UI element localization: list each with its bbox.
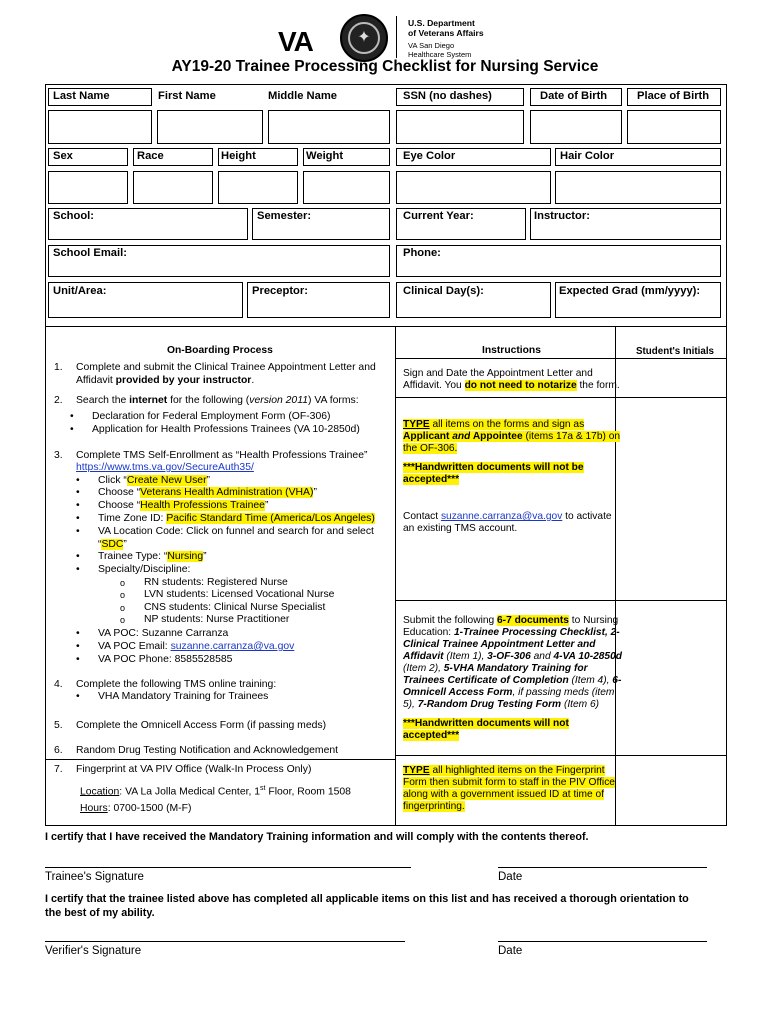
logo-divider [396,16,397,58]
weight-field[interactable] [303,171,390,204]
instructor-label: Instructor: [534,210,590,222]
expected-grad-label: Expected Grad (mm/yyyy): [559,285,701,297]
sex-field[interactable] [48,171,128,204]
step-3-bullet-specialty: • Specialty/Discipline: [98,564,190,577]
school-label: School: [53,210,95,222]
current-year-label: Current Year: [403,210,474,222]
instruction-6: ***Handwritten documents will not accepted*** [403,718,569,741]
last-name-field[interactable] [48,110,152,144]
specialty-np: o NP students: Nurse Practitioner [144,614,289,627]
step-6-text: Random Drug Testing Notification and Acknowledgement [76,745,339,756]
department-name: U.S. Department of Veterans Affairs [408,18,484,38]
step-7-text: Fingerprint at VA PIV Office (Walk-In Process Only) [76,764,312,775]
step-2-bullet-2: • Application for Health Professions Trainees (VA 10-2850d) [92,424,360,437]
trainee-date-label: Date [498,871,523,883]
step-3-number: 3. [54,450,63,461]
verifier-certification: I certify that the trainee listed above has completed all applicable items on this list and has received a thorough orientation to the best of my ability. [45,893,689,919]
semester-label: Semester: [257,210,312,222]
school-email-label: School Email: [53,247,127,259]
step-7-number: 7. [54,764,63,775]
step-3-bullet-timezone: • Time Zone ID: Pacific Standard Time (America/Los Angeles) [98,513,375,526]
instruction-3: ***Handwritten documents will not be accepted*** [403,462,584,485]
phone-field[interactable] [396,245,721,277]
last-name-label: Last Name [53,90,110,102]
instruction-1: Sign and Date the Appointment Letter and Affidavit. You do not need to notarize the form. [403,368,620,391]
initials-field-1[interactable] [618,360,724,396]
step-5-text: Complete the Omnicell Access Form (if passing meds) [76,720,327,731]
instruction-7: TYPE all highlighted items on the Fingerprint Form then submit form to staff in the PIV Office along with a government issued ID at time of fingerprinting. [403,765,615,812]
pob-field[interactable] [627,110,721,144]
page-title: AY19-20 Trainee Processing Checklist for Nursing Service [171,58,599,75]
instr-rule-2 [395,397,727,398]
instr-rule-1 [395,358,727,359]
clinical-days-label: Clinical Day(s): [403,285,484,297]
step-3-bullet-create-user: • Click “Create New User” [98,475,210,488]
ssn-field[interactable] [396,110,524,144]
trainee-certification: I certify that I have received the Mandatory Training information and will comply with the contents thereof. [45,831,589,843]
step-5-number: 5. [54,720,63,731]
dob-field[interactable] [530,110,622,144]
step-3-bullet-poc-phone: • VA POC Phone: 8585528585 [98,654,232,667]
specialty-rn: o RN students: Registered Nurse [144,577,288,590]
trainee-date-line[interactable] [498,867,707,868]
contact-email-link[interactable]: suzanne.carranza@va.gov [440,511,563,522]
step-3-bullet-trainee-type: • Trainee Type: “Nursing” [98,551,207,564]
step-3-bullet-location: • VA Location Code: Click on funnel and search for and select “SDC” [98,526,374,551]
verifier-signature-label: Verifier's Signature [45,945,142,957]
middle-name-label: Middle Name [268,90,338,102]
poc-email-link[interactable]: suzanne.carranza@va.gov [170,641,295,652]
first-name-field[interactable] [157,110,263,144]
trainee-signature-label: Trainee's Signature [45,871,144,883]
instr-rule-4 [395,755,727,756]
preceptor-label: Preceptor: [252,285,308,297]
healthcare-system-name: VA San Diego Healthcare System [408,41,472,59]
step-2-text: Search the internet for the following (version 2011) VA forms: [76,395,359,406]
step-7-location: Location: VA La Jolla Medical Center, 1st Floor, Room 1508 [80,785,351,798]
tms-link[interactable]: https://www.tms.va.gov/SecureAuth35/ [76,462,254,473]
unit-area-label: Unit/Area: [53,285,107,297]
step-2-number: 2. [54,395,63,406]
eye-color-field[interactable] [396,171,551,204]
instruction-2: TYPE all items on the forms and sign as Applicant and Appointee (items 17a & 17b) on the OF-306. [403,419,621,454]
pob-label: Place of Birth [637,90,710,102]
phone-label: Phone: [403,247,441,259]
col-initials-header: Student's Initials [636,346,714,357]
table-divider-2 [615,326,616,826]
trainee-signature-line[interactable] [45,867,411,868]
weight-label: Weight [306,150,344,162]
table-divider-1 [395,326,396,826]
step-4-number: 4. [54,679,63,690]
instruction-5: Submit the following 6-7 documents to Nursing Education: 1-Trainee Processing Checklist, 2- Clinical Trainee Appointment Letter and Affidavit (Item 1), 3-OF-306 and 4-VA 10-2850d (Item 2), 5-VHA Mandatory Training for Trainees Certificate of Completion (Item 4), 6- Omnicell Access Form, if passing meds (item 5), 7-Random Drug Testing Form (Item 6) [403,615,622,710]
instruction-4: Contact suzanne.carranza@va.gov to activate an existing TMS account. [403,511,612,534]
race-field[interactable] [133,171,213,204]
step-1-number: 1. [54,362,63,373]
height-field[interactable] [218,171,298,204]
va-logo-text: VA [278,26,313,57]
step-4-bullet-1: • VHA Mandatory Training for Trainees [98,691,268,704]
table-top-rule [45,326,727,327]
verifier-signature-line[interactable] [45,941,405,942]
step-3-bullet-vha: • Choose “Veterans Health Administration (VHA)” [98,487,317,500]
step-3-bullet-hpt: • Choose “Health Professions Trainee” [98,500,268,513]
verifier-date-line[interactable] [498,941,707,942]
initials-field-2[interactable] [618,400,724,598]
eye-color-label: Eye Color [403,150,456,162]
first-name-label: First Name [158,90,216,102]
hair-color-field[interactable] [555,171,721,204]
sex-label: Sex [53,150,73,162]
initials-field-3[interactable] [618,603,724,753]
specialty-cns: o CNS students: Clinical Nurse Specialist [144,602,325,615]
initials-field-4[interactable] [618,758,724,824]
step-6-number: 6. [54,745,63,756]
step-3-bullet-poc-email: • VA POC Email: suzanne.carranza@va.gov [98,641,294,654]
ssn-label: SSN (no dashes) [403,90,492,102]
step-4-text: Complete the following TMS online training: [76,679,277,690]
instr-rule-3 [395,600,727,601]
specialty-lvn: o LVN students: Licensed Vocational Nurse [144,589,334,602]
step-7-hours: Hours: 0700-1500 (M-F) [80,803,192,814]
height-label: Height [221,150,256,162]
va-seal-icon: ✦ [340,14,388,62]
step-6-rule [45,759,395,760]
dob-label: Date of Birth [540,90,608,102]
step-3-bullet-poc: • VA POC: Suzanne Carranza [98,628,228,641]
verifier-date-label: Date [498,945,523,957]
col-instructions-header: Instructions [482,345,541,356]
step-2-bullet-1: • Declaration for Federal Employment Form (OF-306) [92,411,330,424]
col-process-header: On-Boarding Process [167,345,273,356]
step-3-text: Complete TMS Self-Enrollment as “Health Professions Trainee” [76,450,368,461]
middle-name-field[interactable] [268,110,390,144]
hair-color-label: Hair Color [560,150,615,162]
race-label: Race [137,150,164,162]
step-1-text: Complete and submit the Clinical Trainee Appointment Letter and Affidavit provided by your instructor. [76,362,376,386]
